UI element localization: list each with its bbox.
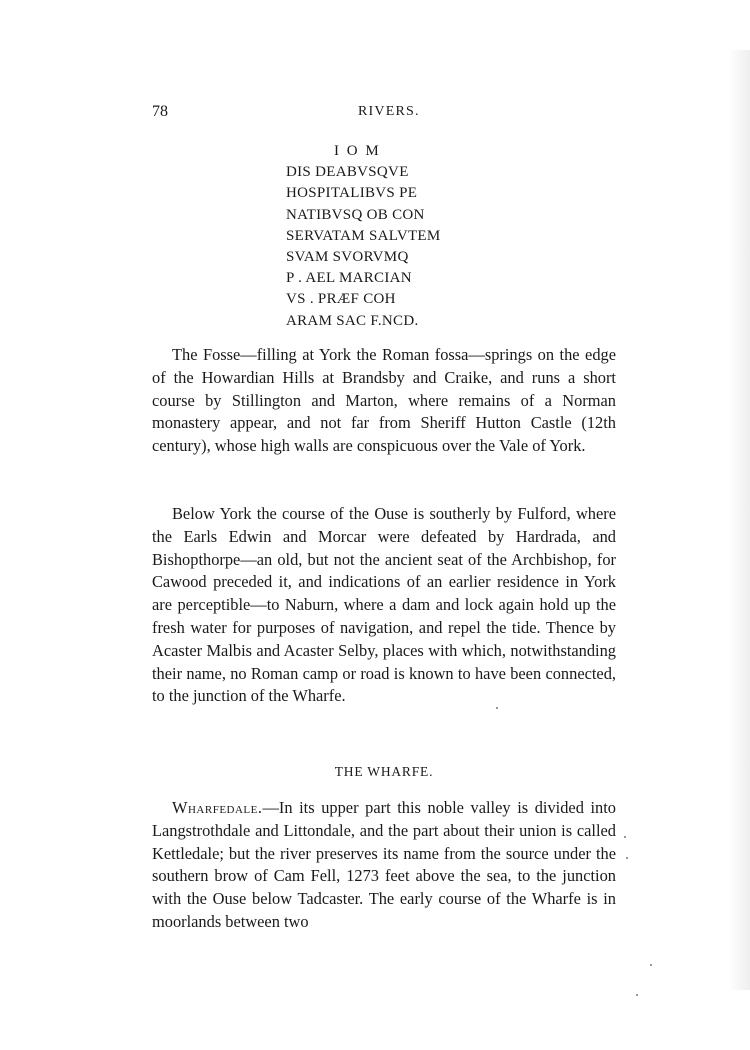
paper-speck xyxy=(496,707,498,709)
inscription-line: ARAM SAC F.NCD. xyxy=(286,312,419,329)
inscription-line: DIS DEABVSQVE xyxy=(286,164,409,181)
paragraph-wharfedale xyxy=(152,797,616,934)
inscription-line: HOSPITALIBVS PE xyxy=(286,185,418,202)
inscription-line: SERVATAM SALVTEM xyxy=(286,227,441,244)
latin-inscription xyxy=(286,141,441,332)
inscription-line: I O M xyxy=(334,143,381,159)
paper-speck xyxy=(636,994,638,996)
lead-word: Wharfedale. xyxy=(172,798,263,817)
paragraph-text xyxy=(152,797,616,934)
running-title: RIVERS. xyxy=(358,104,420,119)
page-edge-shadow xyxy=(728,50,750,990)
section-text: —In its upper part this noble valley is divided into Langstrothdale and Littondale, and the part about their union is called Kettledale; but the river preserves its name from the source under the southern brow of Cam Fell, 1273 feet above the sea, to the junction with the Ouse below Tadcaster. The early course of the Wharfe is in moorlands between two xyxy=(152,798,616,931)
running-head xyxy=(152,103,592,127)
section-heading: THE WHARFE. xyxy=(334,764,434,779)
paper-speck xyxy=(624,836,626,838)
paper-speck xyxy=(650,964,652,966)
paper-speck xyxy=(626,857,628,859)
paragraph-fosse xyxy=(152,344,616,458)
inscription-line: P . AEL MARCIAN xyxy=(286,270,412,287)
inscription-line: NATIBVSQ OB CON xyxy=(286,206,425,223)
paragraph-text: Below York the course of the Ouse is southerly by Fulford, where the Earls Edwin and Morcar were defeated by Hardrada, and Bishopthorpe—an old, but not the ancient seat of the Archbishop, for Cawood preceded it, and indications of an earlier residence in York are perceptible—to Naburn, where a dam and lock again hold up the fresh water for purposes of navigation, and repel the tide. Thence by Acaster Malbis and Acaster Selby, places with which, notwithstanding their name, no Roman camp or road is known to have been connected, to the junction of the Wharfe. xyxy=(152,504,616,706)
paragraph-ouse xyxy=(152,503,616,708)
inscription-line: VS . PRÆF COH xyxy=(286,291,396,308)
page-number: 78 xyxy=(152,103,168,120)
paragraph-text: The Fosse—filling at York the Roman fossa—springs on the edge of the Howardian Hills at Brandsby and Craike, and runs a short course by Stillington and Marton, where remains of a Norman monastery appear, and not far from Sheriff Hutton Castle (12th century), whose high walls are conspicuous over the Vale of York. xyxy=(152,345,616,456)
inscription-line: SVAM SVORVMQ xyxy=(286,249,409,266)
